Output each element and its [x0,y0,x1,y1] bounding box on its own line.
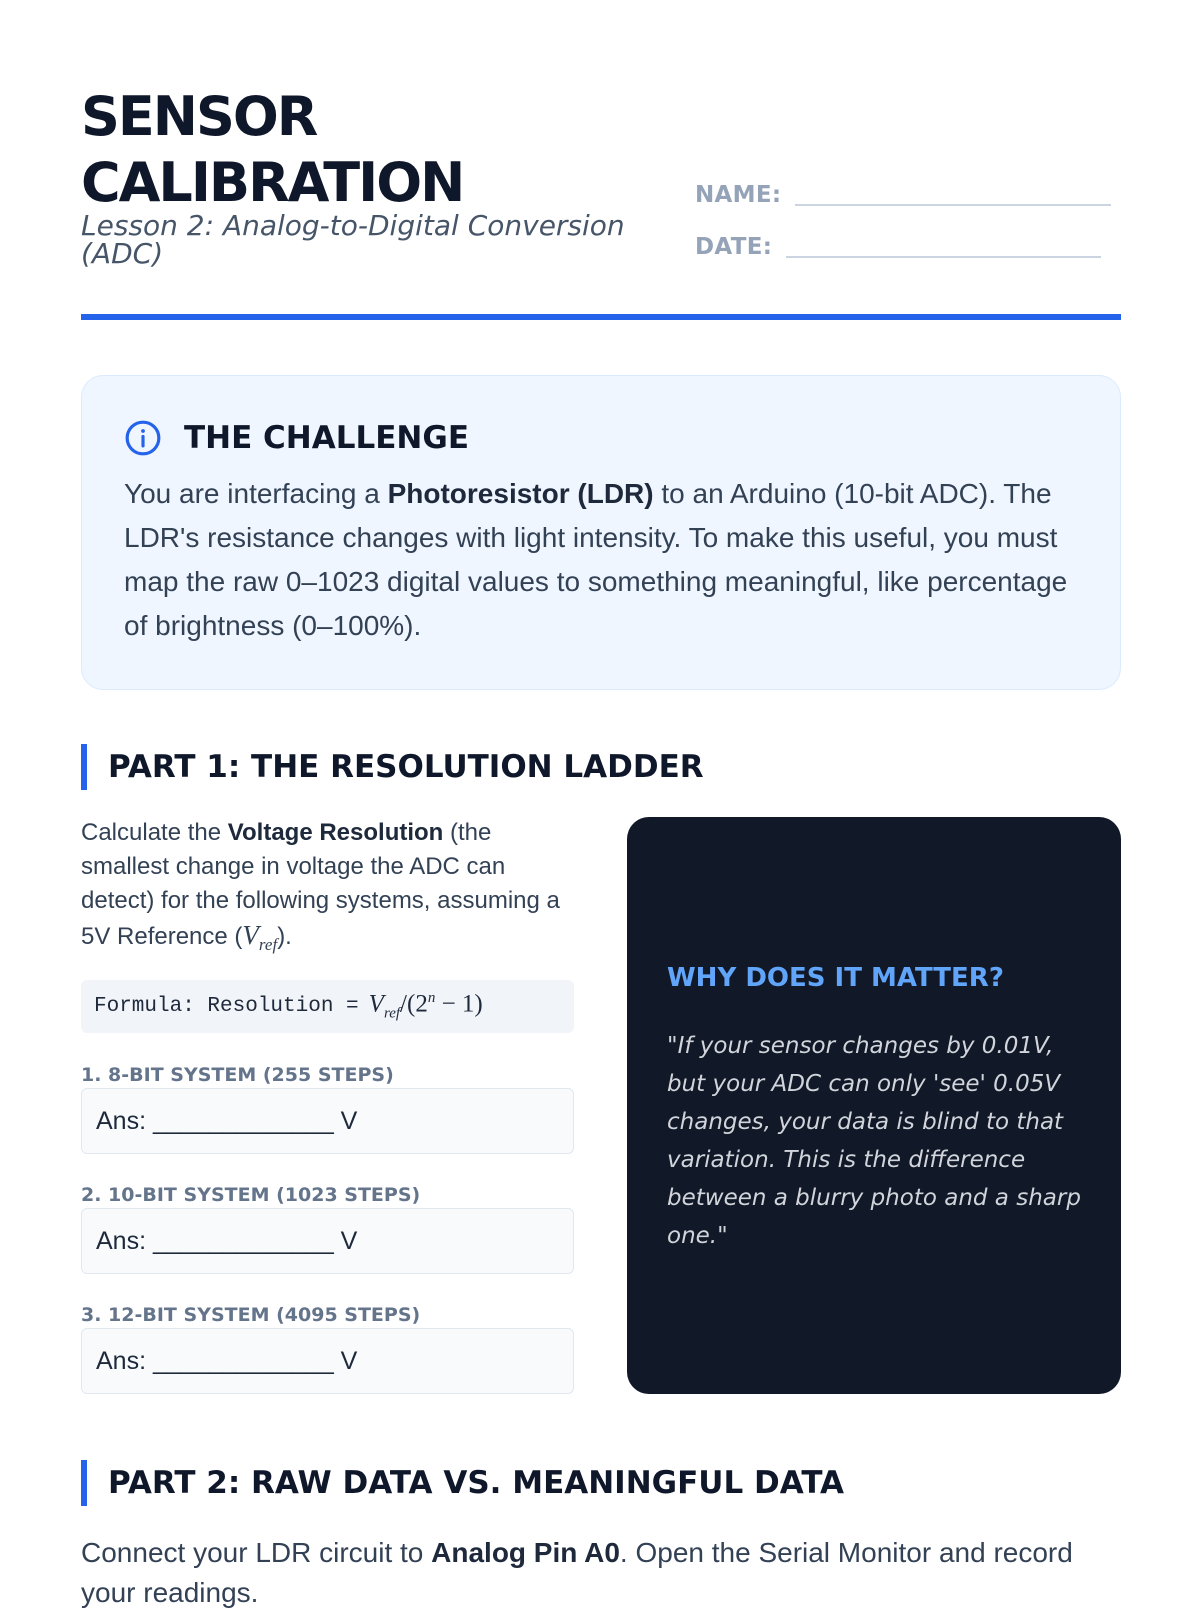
header-divider [81,314,1121,320]
date-field-row [695,234,1101,260]
formula-var: V [368,990,384,1018]
question-2-label: 2. 10-BIT SYSTEM (1023 STEPS) [81,1184,421,1206]
challenge-text-bold: Photoresistor (LDR) [387,478,654,509]
intro-text: ). [277,923,292,950]
part2-text-bold: Analog Pin A0 [431,1537,620,1568]
page-title [81,84,641,216]
challenge-text-part: You are interfacing a [124,478,388,509]
formula-box [81,980,574,1033]
formula-subscript: ref [383,1005,401,1022]
answer-3-field[interactable]: Ans: _____________ V [81,1328,574,1394]
question-1-label: 1. 8-BIT SYSTEM (255 STEPS) [81,1064,394,1086]
formula-expression [369,990,483,1022]
question-3-label: 3. 12-BIT SYSTEM (4095 STEPS) [81,1304,421,1326]
formula-part: − 1) [435,990,483,1018]
formula-exponent: n [427,990,436,1007]
formula-part: /(2 [400,990,428,1018]
title-line-1: SENSOR [81,85,317,148]
date-label: DATE: [695,234,773,260]
part1-heading: PART 1: THE RESOLUTION LADDER [81,744,704,790]
date-field[interactable] [786,254,1101,258]
part2-heading: PART 2: RAW DATA VS. MEANINGFUL DATA [81,1460,844,1506]
name-label: NAME: [695,182,782,208]
info-icon [124,419,162,457]
why-it-matters-card [627,817,1121,1394]
part2-text-part: . Open the Serial Monitor and record your readings. [81,1537,1073,1608]
vref-symbol: V [242,920,259,950]
answer-1-field[interactable]: Ans: _____________ V [81,1088,574,1154]
intro-text: Calculate the [81,819,228,846]
part1-intro [81,816,576,962]
challenge-text [124,472,1078,648]
part2-text-part: Connect your LDR circuit to [81,1537,432,1568]
card-title: WHY DOES IT MATTER? [667,963,1004,993]
intro-text: (the smallest change in voltage the ADC can detect) for the following systems, assuming a 5V Reference ( [81,819,560,950]
name-field[interactable] [795,202,1111,206]
challenge-header [124,418,1078,458]
part2-text [81,1533,1121,1613]
challenge-box [81,375,1121,690]
formula-label: Formula: Resolution = [94,995,359,1018]
title-line-2: CALIBRATION [81,151,464,214]
challenge-title: THE CHALLENGE [184,420,469,456]
answer-2-field[interactable]: Ans: _____________ V [81,1208,574,1274]
challenge-text-part: to an Arduino (10-bit ADC). The LDR's resistance changes with light intensity. To make this useful, you must map the raw 0–1023 digital values to something meaningful, like percentage of brightness (0–100%). [124,478,1068,641]
lesson-subtitle: Lesson 2: Analog-to-Digital Conversion (ADC) [81,209,625,270]
intro-bold: Voltage Resolution [227,819,444,846]
name-field-row [695,182,1111,208]
card-quote: "If your sensor changes by 0.01V, but your ADC can only 'see' 0.05V changes, your data is blind to that variation. This is the difference between a blurry photo and a sharp one." [667,1033,1081,1249]
vref-subscript: ref [258,934,278,954]
